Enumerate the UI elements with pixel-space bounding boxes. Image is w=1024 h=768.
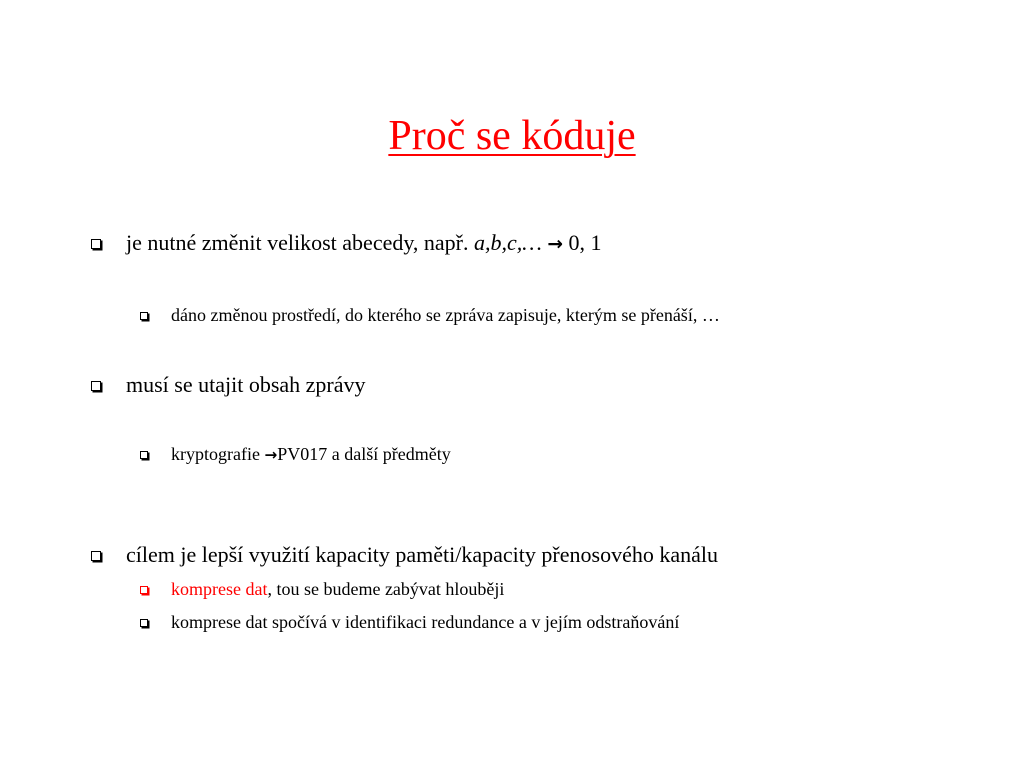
item-text: kryptografie (171, 444, 265, 464)
item-text: je nutné změnit velikost abecedy, např. (126, 230, 475, 255)
right-arrow-icon: → (264, 446, 278, 464)
bullet-subitem-redundancy (171, 610, 679, 634)
item-text-post: , tou se budeme zabývat hlouběji (267, 579, 505, 599)
item-text: komprese dat spočívá v identifikaci redundance a v jejím odstraňování (171, 612, 680, 632)
square-bullet-icon (140, 586, 148, 594)
item-text-highlight: komprese dat (171, 579, 268, 599)
bullet-item-change-alphabet (126, 229, 602, 259)
bullet-subitem-compression (171, 577, 504, 601)
right-arrow-icon: → (547, 234, 564, 255)
item-text-italic: a,b,c,… (474, 230, 548, 255)
bullet-item-capacity (126, 541, 718, 569)
item-text: cílem je lepší využití kapacity paměti/kapacity přenosového kanálu (126, 542, 718, 567)
square-bullet-icon (140, 312, 148, 320)
square-bullet-icon (140, 451, 148, 459)
bullet-subitem-cryptography (171, 442, 451, 467)
bullet-subitem-environment (171, 303, 720, 327)
square-bullet-icon (91, 239, 101, 249)
item-text: musí se utajit obsah zprávy (126, 372, 366, 397)
square-bullet-icon (91, 551, 101, 561)
square-bullet-icon (140, 619, 148, 627)
item-text: dáno změnou prostředí, do kterého se zpráva zapisuje, kterým se přenáší, … (171, 305, 720, 325)
slide-title: Proč se kóduje (388, 113, 636, 159)
bullet-item-secrecy (126, 371, 366, 399)
item-text-post: PV017 a další předměty (277, 444, 451, 464)
item-text-post: 0, 1 (563, 230, 602, 255)
square-bullet-icon (91, 381, 101, 391)
